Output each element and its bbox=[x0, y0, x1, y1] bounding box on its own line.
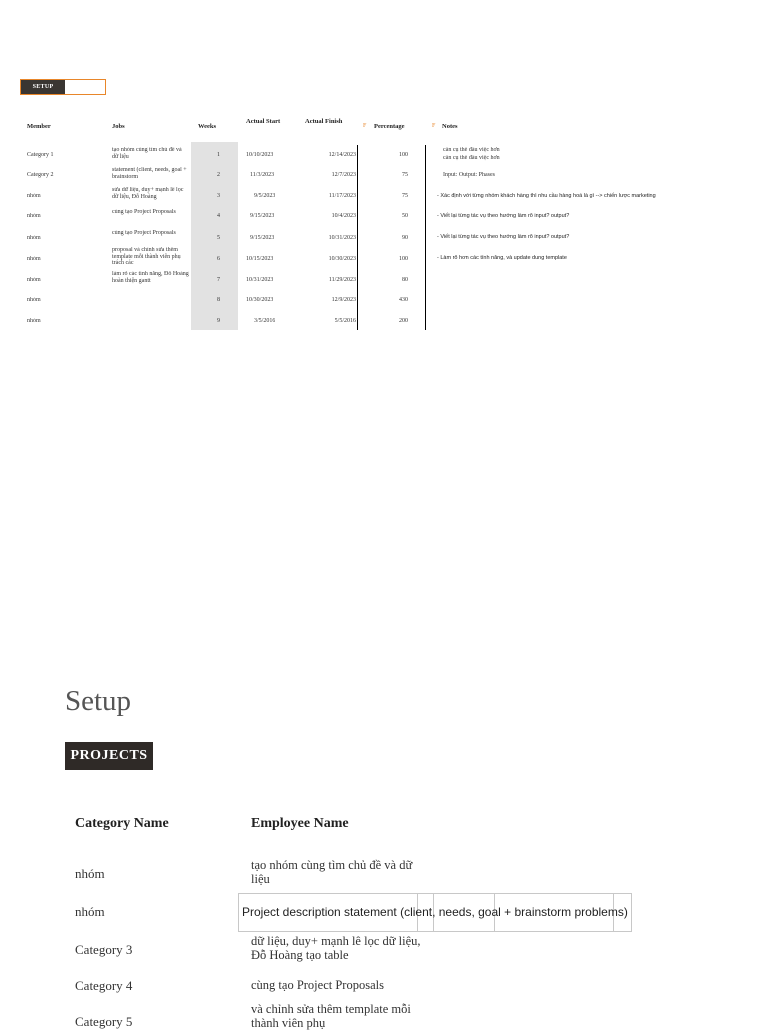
cell-week[interactable]: 5 bbox=[217, 235, 220, 241]
employee-cell[interactable]: và chỉnh sửa thêm template mỗi thành viên phụ bbox=[251, 1002, 411, 1030]
cell-start[interactable]: 3/5/2016 bbox=[254, 318, 276, 324]
cell-finish[interactable]: 12/7/2023 bbox=[331, 172, 356, 178]
cell-start[interactable]: 11/3/2023 bbox=[250, 172, 275, 178]
cell-finish[interactable]: 10/31/2023 bbox=[328, 235, 356, 241]
category-cell[interactable]: Category 3 bbox=[75, 942, 133, 957]
cell-week[interactable]: 6 bbox=[217, 256, 220, 262]
cell-start[interactable]: 10/30/2023 bbox=[246, 297, 274, 303]
cell-percentage[interactable]: 80 bbox=[402, 277, 408, 283]
cell-week[interactable]: 3 bbox=[217, 193, 220, 199]
cell-member[interactable]: nhóm bbox=[27, 213, 41, 219]
filter-flag-icon[interactable]: F bbox=[432, 123, 436, 129]
cell-member[interactable]: nhóm bbox=[27, 235, 41, 241]
column-divider bbox=[357, 145, 358, 330]
projects-button[interactable]: PROJECTS bbox=[65, 742, 153, 770]
cell-start[interactable]: 9/15/2023 bbox=[250, 213, 275, 219]
cell-percentage[interactable]: 90 bbox=[402, 235, 408, 241]
cell-member[interactable]: nhóm bbox=[27, 277, 41, 283]
cell-job[interactable]: sửa dữ liệu, duy+ mạnh lê lọc dữ liệu, Đỗ Hoàng bbox=[112, 187, 184, 200]
cell-note[interactable]: - Viết lại từng tác vụ theo hướng làm rõ input? output? bbox=[437, 213, 570, 219]
header-actual-finish: Actual Finish bbox=[305, 118, 343, 125]
header-member: Member bbox=[27, 123, 51, 130]
cell-start[interactable]: 10/15/2023 bbox=[246, 256, 274, 262]
cell-finish[interactable]: 12/9/2023 bbox=[331, 297, 356, 303]
cell-job[interactable]: tạo nhóm cùng tìm chủ đề và dữ liệu bbox=[112, 147, 182, 160]
cell-job[interactable]: proposal và chỉnh sửa thêm template mỗi thành viên phụ trách các bbox=[112, 247, 181, 266]
page-title: Setup bbox=[65, 685, 132, 717]
tooltip-text: Project description statement (client, needs, goal + brainstorm problems) bbox=[242, 905, 628, 919]
column-divider bbox=[425, 145, 426, 330]
employee-cell[interactable]: dữ liệu, duy+ mạnh lê lọc dữ liệu, Đỗ Hoàng tạo table bbox=[251, 934, 421, 962]
cell-member[interactable]: Category 1 bbox=[27, 152, 54, 158]
cell-member[interactable]: nhóm bbox=[27, 318, 41, 324]
cell-percentage[interactable]: 50 bbox=[402, 213, 408, 219]
category-cell[interactable]: nhóm bbox=[75, 866, 105, 881]
cell-finish[interactable]: 10/30/2023 bbox=[328, 256, 356, 262]
cell-note[interactable]: Input: Output: Phases bbox=[443, 172, 495, 178]
cell-percentage[interactable]: 100 bbox=[399, 152, 408, 158]
cell-percentage[interactable]: 100 bbox=[399, 256, 408, 262]
cell-week[interactable]: 2 bbox=[217, 172, 220, 178]
header-employee-name: Employee Name bbox=[251, 816, 349, 831]
cell-week[interactable]: 8 bbox=[217, 297, 220, 303]
cell-percentage[interactable]: 75 bbox=[402, 193, 408, 199]
cell-start[interactable]: 10/10/2023 bbox=[246, 152, 274, 158]
cell-note[interactable]: - Viết lại từng tác vụ theo hướng làm rõ input? output? bbox=[437, 234, 570, 240]
cell-job[interactable]: cùng tạo Project Proposals bbox=[112, 230, 176, 236]
setup-tab[interactable] bbox=[20, 79, 106, 95]
cell-percentage[interactable]: 75 bbox=[402, 172, 408, 178]
filter-flag-icon[interactable]: F bbox=[363, 123, 367, 129]
cell-member[interactable]: nhóm bbox=[27, 256, 41, 262]
cell-member[interactable]: Category 2 bbox=[27, 172, 54, 178]
cell-note[interactable]: cần cụ thể đầu việc hơn bbox=[443, 147, 500, 153]
cell-week[interactable]: 7 bbox=[217, 277, 220, 283]
cell-finish[interactable]: 5/5/2016 bbox=[334, 318, 356, 324]
cell-job[interactable]: làm rõ các tính năng, Đỗ Hoàng hoàn thiện gantt bbox=[112, 271, 189, 284]
cell-member[interactable]: nhóm bbox=[27, 297, 41, 303]
cell-finish[interactable]: 10/4/2023 bbox=[331, 213, 356, 219]
cell-week[interactable]: 9 bbox=[217, 318, 220, 324]
cell-overflow-tooltip bbox=[238, 893, 632, 932]
header-actual-start: Actual Start bbox=[246, 118, 281, 125]
category-cell[interactable]: Category 4 bbox=[75, 978, 133, 993]
cell-start[interactable]: 10/31/2023 bbox=[246, 277, 274, 283]
cell-job[interactable]: cùng tạo Project Proposals bbox=[112, 209, 176, 215]
setup-tab-label: SETUP bbox=[21, 80, 65, 94]
cell-finish[interactable]: 12/14/2023 bbox=[328, 152, 356, 158]
category-cell[interactable]: nhóm bbox=[75, 904, 105, 919]
weeks-column-fill bbox=[191, 142, 238, 330]
header-percentage: Percentage bbox=[374, 123, 405, 130]
header-category-name: Category Name bbox=[75, 816, 169, 831]
cell-job[interactable]: statement (client, needs, goal + brainstorm bbox=[112, 167, 187, 180]
cell-finish[interactable]: 11/17/2023 bbox=[328, 193, 356, 199]
header-weeks: Weeks bbox=[198, 123, 217, 130]
cell-member[interactable]: nhóm bbox=[27, 193, 41, 199]
cell-start[interactable]: 9/15/2023 bbox=[250, 235, 275, 241]
employee-cell[interactable]: cùng tạo Project Proposals bbox=[251, 978, 384, 992]
cell-percentage[interactable]: 430 bbox=[399, 297, 408, 303]
cell-start[interactable]: 9/5/2023 bbox=[254, 193, 276, 199]
cell-percentage[interactable]: 200 bbox=[399, 318, 408, 324]
header-notes: Notes bbox=[442, 123, 458, 130]
cell-week[interactable]: 4 bbox=[217, 213, 220, 219]
cell-week[interactable]: 1 bbox=[217, 152, 220, 158]
cell-finish[interactable]: 11/29/2023 bbox=[328, 277, 356, 283]
cell-note[interactable]: cần cụ thể đầu việc hơn bbox=[443, 155, 500, 161]
header-jobs: Jobs bbox=[112, 123, 125, 130]
cell-note[interactable]: - Xác định với từng nhóm khách hàng thì nhu cầu hàng hoá là gì --> chiến lược marketing bbox=[437, 193, 656, 199]
employee-cell[interactable]: tạo nhóm cùng tìm chủ đề và dữ liệu bbox=[251, 858, 413, 886]
cell-note[interactable]: - Làm rõ hơn các tính năng, và update dung template bbox=[437, 255, 567, 261]
category-cell[interactable]: Category 5 bbox=[75, 1014, 133, 1029]
